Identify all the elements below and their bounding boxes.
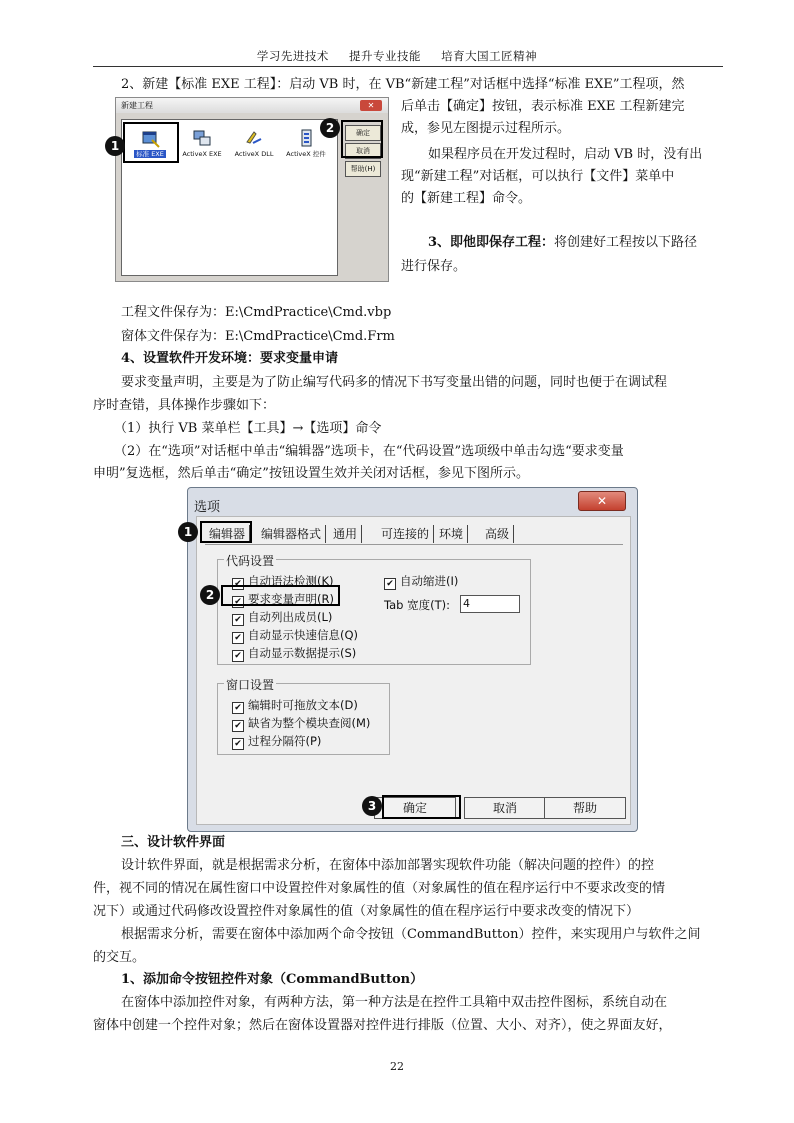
auto-quick-info-checkbox[interactable] xyxy=(232,628,358,644)
sec3-title: 3、即他即保存工程： xyxy=(428,235,555,250)
checkbox-box: ✔ xyxy=(232,702,244,714)
group-label: 窗口设置 xyxy=(226,678,275,692)
checkbox-label: 自动语法检测(K) xyxy=(248,574,334,588)
tab-width-label: Tab 宽度(T): xyxy=(384,598,450,612)
section3-title: 三、设计软件界面 xyxy=(121,835,226,850)
sec4-step1: （1）执行 VB 菜单栏【工具】→【选项】命令 xyxy=(114,421,382,436)
options-body xyxy=(196,516,631,825)
highlight-ok-button xyxy=(382,795,461,819)
highlight-ok-button xyxy=(341,120,383,158)
tab-divider xyxy=(205,544,623,545)
checkbox-label: 自动列出成员(L) xyxy=(248,610,333,624)
checkbox-label: 缺省为整个模块查阅(M) xyxy=(248,716,371,730)
section3-p2: 根据需求分析，需要在窗体中添加两个命令按钮（CommandButton）控件，来实现用户与软件之间 xyxy=(121,927,701,942)
dialog-titlebar xyxy=(116,98,388,113)
tab-editor-format[interactable]: 编辑器格式 xyxy=(257,525,326,543)
header-rule xyxy=(93,66,723,67)
tab-advanced[interactable]: 高级 xyxy=(481,525,514,543)
section3-p3b: 窗体中创建一个控件对象；然后在窗体设置器对控件进行排版（位置、大小、对齐），使之界面友好， xyxy=(93,1018,672,1033)
project-activex-dll[interactable] xyxy=(230,128,278,158)
step-badge-3: 3 xyxy=(362,796,382,816)
sec4-title: 4、设置软件开发环境：要求变量申请 xyxy=(121,351,339,366)
checkbox-label: 编辑时可拖放文本(D) xyxy=(248,698,358,712)
section3-p3: 在窗体中添加控件对象，有两种方法，第一种方法是在控件工具箱中双击控件图标，系统自动在 xyxy=(121,995,668,1010)
section3-p1: 设计软件界面，就是根据需求分析，在窗体中添加部署实现软件功能（解决问题的控件）的控 xyxy=(121,858,655,873)
checkbox-label: 自动显示快速信息(Q) xyxy=(248,628,359,642)
project-activex-exe[interactable] xyxy=(178,128,226,158)
tab-environment[interactable]: 环境 xyxy=(435,525,468,543)
auto-indent-checkbox[interactable] xyxy=(384,574,458,590)
cancel-button[interactable]: 取消 xyxy=(345,143,381,159)
sec3-line2: 进行保存。 xyxy=(401,259,467,274)
project-label: ActiveX EXE xyxy=(182,150,222,158)
page-number: 22 xyxy=(390,1060,404,1073)
header-item: 培育大国工匠精神 xyxy=(441,49,538,63)
step-badge-1: 1 xyxy=(178,522,198,542)
options-dialog xyxy=(187,487,638,832)
ok-button[interactable]: 确定 xyxy=(374,797,456,819)
sec4-step2b: 申明”复选框，然后单击“确定”按钮设置生效并关闭对话框，参见下图所示。 xyxy=(93,466,529,481)
close-icon[interactable]: ✕ xyxy=(578,491,626,511)
header-item: 学习先进技术 xyxy=(256,49,329,63)
sec2-line3: 成，参见左图提示过程所示。 xyxy=(401,121,571,136)
checkbox-box: ✔ xyxy=(232,720,244,732)
checkbox-box: ✔ xyxy=(232,738,244,750)
section3-p1c: 况下）或通过代码修改设置控件对象属性的值（对象属性的值在程序运行中要求改变的情况下） xyxy=(93,904,640,919)
section3-sub1: 1、添加命令按钮控件对象（CommandButton） xyxy=(121,972,424,987)
procedure-separator-checkbox[interactable] xyxy=(232,734,321,750)
help-button[interactable]: 帮助(H) xyxy=(345,161,381,177)
step-badge-1: 1 xyxy=(105,136,125,156)
group-label: 代码设置 xyxy=(226,554,275,568)
checkbox-label: 过程分隔符(P) xyxy=(248,734,322,748)
checkbox-box: ✔ xyxy=(232,632,244,644)
header-item: 提升专业技能 xyxy=(349,49,421,63)
checkbox-label: 要求变量声明(R) xyxy=(248,592,334,606)
sec4-step2: （2）在“选项”对话框中单击“编辑器”选项卡，在“代码设置”选项级中单击勾选“要求变量 xyxy=(114,444,624,459)
step-badge-2: 2 xyxy=(200,585,220,605)
tab-width-input[interactable]: 4 xyxy=(460,595,520,613)
sec3-text: 将创建好工程按以下路径 xyxy=(554,235,698,250)
sec4-para1b: 序时查错，具体操作步骤如下： xyxy=(93,398,276,413)
project-label: 标准 EXE xyxy=(136,150,164,158)
drag-drop-text-checkbox[interactable] xyxy=(232,698,358,714)
tab-general[interactable]: 通用 xyxy=(329,525,362,543)
sec2-line1: 2、新建【标准 EXE 工程】：启动 VB 时，在 VB“新建工程”对话框中选择“标准 EXE”工程项，然 xyxy=(121,77,685,92)
checkbox-box: ✔ xyxy=(232,596,244,608)
checkbox-label: 自动缩进(I) xyxy=(400,574,459,588)
checkbox-box: ✔ xyxy=(232,614,244,626)
project-label: ActiveX DLL xyxy=(234,150,274,158)
tab-docking[interactable]: 可连接的 xyxy=(377,525,434,543)
project-label: ActiveX 控件 xyxy=(286,150,326,158)
save-form-path: 窗体文件保存为：E:\CmdPractice\Cmd.Frm xyxy=(121,329,395,344)
dialog-title: 选项 xyxy=(194,500,221,515)
cancel-button[interactable]: 取消 xyxy=(464,797,546,819)
close-icon[interactable]: ✕ xyxy=(360,100,382,111)
section3-p2b: 的交互。 xyxy=(93,950,146,965)
sec2-line5: 现“新建工程”对话框，可以执行【文件】菜单中 xyxy=(401,169,675,184)
dialog-title: 新建工程 xyxy=(121,101,153,110)
checkbox-box: ✔ xyxy=(384,578,396,590)
sec4-para1: 要求变量声明，主要是为了防止编写代码多的情况下书写变量出错的问题，同时也便于在调试程 xyxy=(121,375,668,390)
sec2-line6: 的【新建工程】命令。 xyxy=(401,191,532,206)
save-project-path: 工程文件保存为：E:\CmdPractice\Cmd.vbp xyxy=(121,305,392,320)
checkbox-box: ✔ xyxy=(232,578,244,590)
auto-list-members-checkbox[interactable] xyxy=(232,610,332,626)
help-button[interactable]: 帮助 xyxy=(544,797,626,819)
page-header xyxy=(0,48,794,64)
full-module-view-checkbox[interactable] xyxy=(232,716,370,732)
sec2-line2: 后单击【确定】按钮，表示标准 EXE 工程新建完 xyxy=(401,99,685,114)
tab-editor[interactable]: 编辑器 xyxy=(205,525,250,543)
checkbox-label: 自动显示数据提示(S) xyxy=(248,646,357,660)
code-settings-group xyxy=(217,554,531,665)
activex-control-icon xyxy=(296,128,316,148)
step-badge-2: 2 xyxy=(320,118,340,138)
auto-data-tips-checkbox[interactable] xyxy=(232,646,356,662)
sec2-line4: 如果程序员在开发过程时，启动 VB 时，没有出 xyxy=(428,147,703,162)
activex-dll-icon xyxy=(244,128,264,148)
highlight-require-declaration xyxy=(221,585,340,606)
highlight-editor-tab xyxy=(200,521,252,543)
highlight-standard-exe xyxy=(123,122,179,163)
section3-p1b: 件，视不同的情况在属性窗口中设置控件对象属性的值（对象属性的值在程序运行中不要求改变的情 xyxy=(93,881,666,896)
checkbox-box: ✔ xyxy=(232,650,244,662)
window-settings-group xyxy=(217,678,390,755)
sec3-line1 xyxy=(428,232,697,254)
activex-exe-icon xyxy=(192,128,212,148)
ok-button[interactable]: 确定 xyxy=(345,125,381,141)
